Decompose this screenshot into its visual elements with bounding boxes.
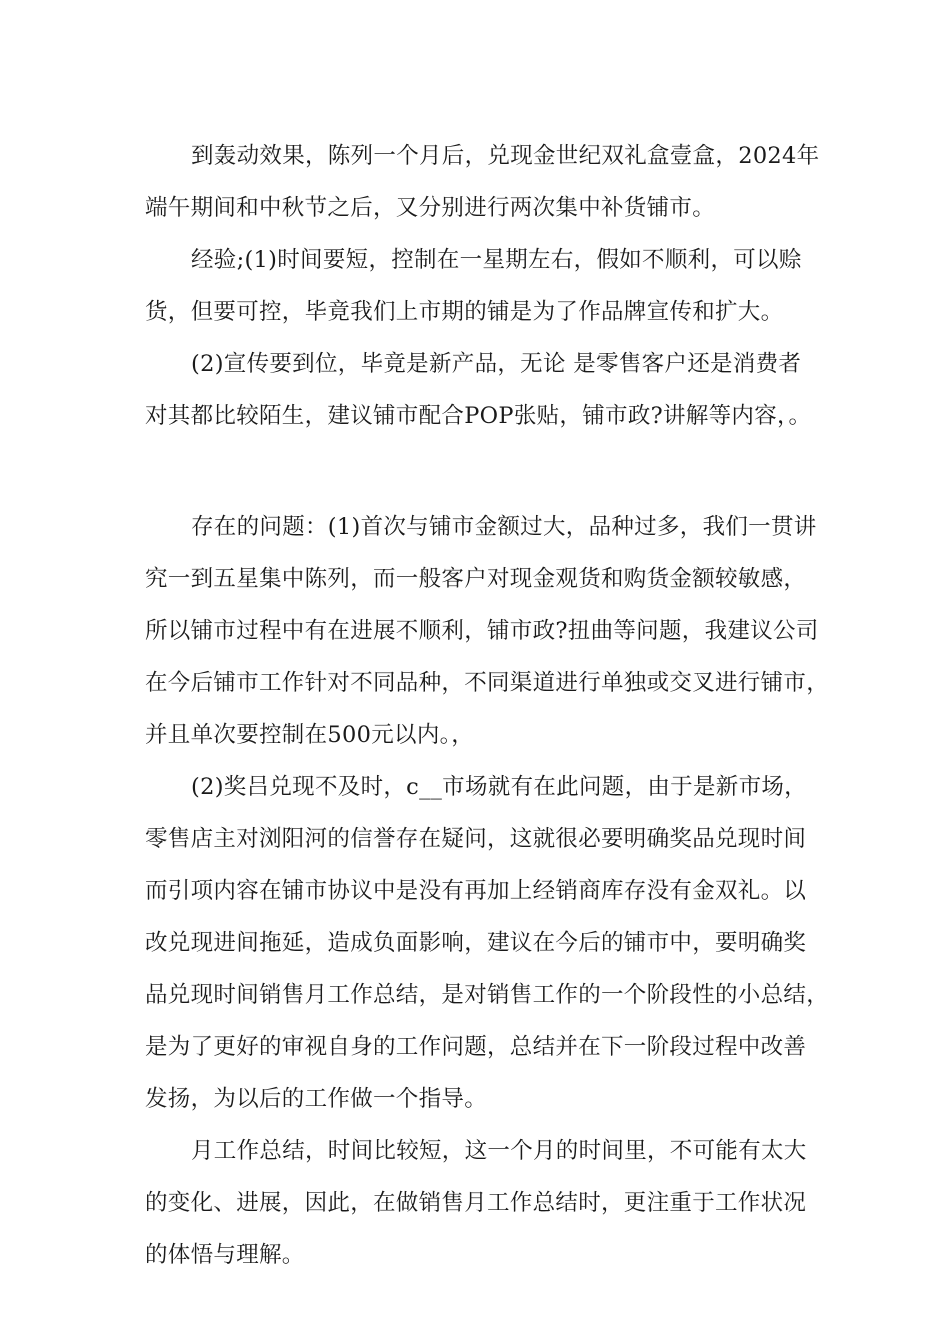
text-line: 改兑现进间拖延，造成负面影响，建议在今后的铺市中，要明确奖 [145,930,807,956]
text-line: 所以铺市过程中有在进展不顺利，铺市政?扭曲等问题，我建议公司 [145,618,819,644]
text-line: 对其都比较陌生，建议铺市配合POP张贴，铺市政?讲解等内容，。 [145,403,812,429]
text-line: 并且单次要控制在500元以内。， [145,722,474,748]
text-line: 货，但要可控，毕竟我们上市期的铺是为了作品牌宣传和扩大。 [145,299,784,325]
text-line: 在今后铺市工作针对不同品种，不同渠道进行单独或交叉进行铺市， [145,670,830,696]
text-line: 究一到五星集中陈列，而一般客户对现金观货和购货金额较敏感， [145,566,807,592]
text-line: 发扬，为以后的工作做一个指导。 [145,1086,488,1112]
paragraph-5 [145,761,830,1125]
paragraph-4 [145,501,830,761]
text-line: 经验;(1)时间要短，控制在一星期左右，假如不顺利，可以赊 [191,247,802,273]
text-line: 的体悟与理解。 [145,1242,305,1268]
text-line: 零售店主对浏阳河的信誉存在疑问，这就很必要明确奖品兑现时间 [145,826,807,852]
section-spacer [145,442,815,501]
text-line: 的变化、进展，因此，在做销售月工作总结时，更注重于工作状况 [145,1190,807,1216]
text-line: (2)奖吕兑现不及时，c__市场就有在此问题，由于是新市场， [191,774,807,800]
text-line: 品兑现时间销售月工作总结，是对销售工作的一个阶段性的小总结， [145,982,830,1008]
text-line: (2)宣传要到位，毕竟是新产品，无论 是零售客户还是消费者 [191,351,802,377]
text-line: 到轰动效果，陈列一个月后，兑现金世纪双礼盒壹盒，2024年 [191,143,820,169]
paragraph-2 [145,234,815,338]
paragraph-6 [145,1125,815,1281]
text-line: 月工作总结，时间比较短，这一个月的时间里，不可能有太大 [191,1138,807,1164]
paragraph-1 [145,130,820,234]
document-page [145,130,830,1281]
paragraph-3 [145,338,815,442]
text-line: 存在的问题：(1)首次与铺市金额过大，品种过多，我们一贯讲 [191,514,817,540]
text-line: 而引项内容在铺市协议中是没有再加上经销商库存没有金双礼。以 [145,878,807,904]
text-line: 是为了更好的审视自身的工作问题，总结并在下一阶段过程中改善 [145,1034,807,1060]
text-line: 端午期间和中秋节之后，又分别进行两次集中补货铺市。 [145,195,716,221]
